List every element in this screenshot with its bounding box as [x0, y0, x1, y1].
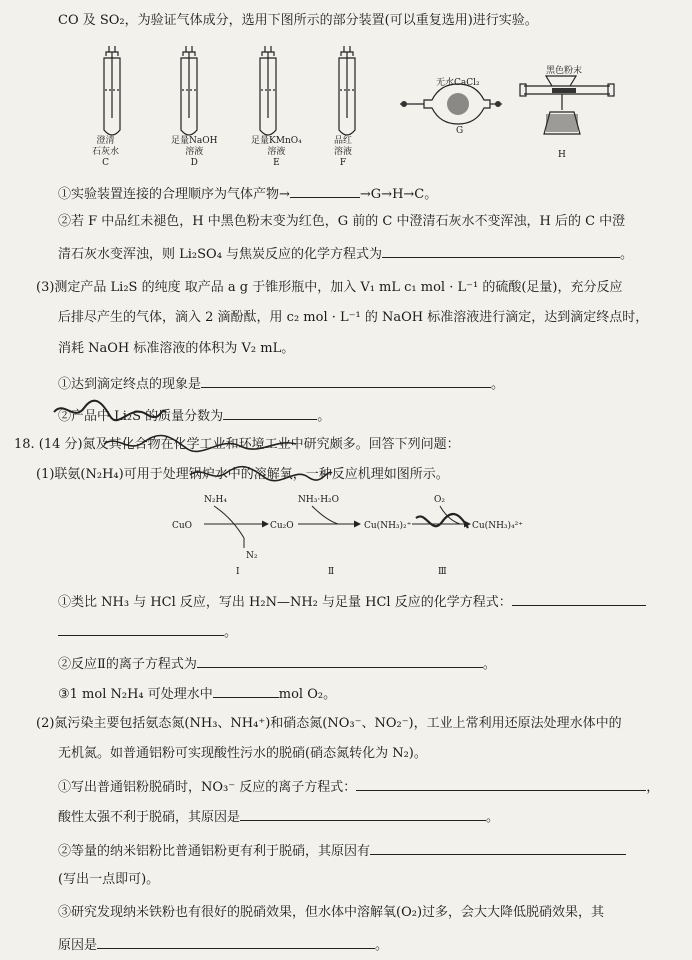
- q1-answer-blank[interactable]: [290, 183, 360, 198]
- q3-fraction-line: ②产品中 Li₂S 的质量分数为 。: [58, 405, 330, 426]
- mechanism-scribble: [416, 514, 468, 528]
- q3-line-1: (3)测定产品 Li₂S 的纯度 取产品 a g 于锥形瓶中，加入 V₁ mL c₁ mol · L⁻¹ 的硫酸(足量)，充分反应: [36, 280, 623, 295]
- label-g: G: [456, 126, 464, 136]
- q3-endpoint-blank[interactable]: [201, 373, 491, 388]
- wash-bottle-d: [181, 46, 197, 135]
- q18-1b-line: ②反应Ⅱ的离子方程式为 。: [58, 653, 496, 674]
- q18-1a-line-2: 。: [58, 621, 237, 642]
- label-c: 澄清 石灰水 C: [92, 136, 120, 168]
- mech-step-2: Ⅱ: [328, 567, 335, 577]
- mech-nh3h2o: NH₃·H₂O: [298, 495, 340, 505]
- q18-2d-line-2: 原因是 。: [58, 934, 388, 955]
- mech-o2: O₂: [434, 495, 445, 505]
- q18-1a-blank-1[interactable]: [512, 591, 646, 606]
- q2-line-2: 清石灰水变浑浊，则 Li₂SO₄ 与焦炭反应的化学方程式为 。: [58, 243, 633, 264]
- mech-step-1: Ⅰ: [236, 567, 240, 577]
- q18-part1-intro: (1)联氨(N₂H₄)可用于处理锅炉水中的溶解氧，一种反应机理如图所示。: [36, 467, 449, 482]
- wash-bottle-e: [260, 46, 276, 135]
- q18-2d-blank[interactable]: [97, 934, 375, 949]
- wash-bottle-f: [339, 46, 355, 135]
- q18-2c-blank[interactable]: [370, 840, 626, 855]
- handwritten-scribble-1: [50, 398, 170, 424]
- q3-fraction-blank[interactable]: [223, 405, 317, 420]
- label-h-reagent: 黑色粉末: [546, 66, 583, 76]
- label-g-reagent: 无水CaCl₂: [436, 78, 480, 88]
- q18-heading: 18. (14 分)氮及其化合物在化学工业和环境工业中研究颇多。回答下列问题：: [14, 437, 460, 452]
- q3-endpoint-line: ①达到滴定终点的现象是 。: [58, 373, 504, 394]
- q3-line-3: 消耗 NaOH 标准溶液的体积为 V₂ mL。: [58, 341, 295, 356]
- q18-1a-blank-2[interactable]: [58, 621, 224, 636]
- label-f: 品红 溶液 F: [334, 136, 353, 168]
- mech-cunh3: Cu(NH₃)₂⁺: [364, 521, 412, 531]
- q18-2-line-1: (2)氮污染主要包括氨态氮(NH₃、NH₄⁺)和硝态氮(NO₃⁻、NO₂⁻)，工业上常利用还原法处理水体中的: [36, 716, 622, 731]
- mech-cunh3-4: Cu(NH₃)₄²⁺: [472, 521, 524, 531]
- mech-cu2o: Cu₂O: [270, 521, 294, 531]
- q18-2a-blank[interactable]: [356, 776, 646, 791]
- label-d: 足量NaOH 溶液 D: [171, 136, 218, 168]
- q18-2d-line: ③研究发现纳米铁粉也有很好的脱硝效果，但水体中溶解氧(O₂)过多，会大大降低脱硝效果，其: [58, 905, 605, 920]
- q18-2b-line: 酸性太强不利于脱硝，其原因是 。: [58, 806, 499, 827]
- mech-n2: N₂: [246, 551, 258, 561]
- mech-n2h4: N₂H₄: [204, 495, 227, 505]
- q18-2a-line: ①写出普通铝粉脱硝时，NO₃⁻ 反应的离子方程式： ，: [58, 776, 659, 797]
- q18-2c-line-2: (写出一点即可)。: [58, 872, 160, 887]
- q18-2c-line: ②等量的纳米铝粉比普通铝粉更有利于脱硝，其原因有: [58, 840, 626, 861]
- q18-1b-blank[interactable]: [197, 653, 483, 668]
- wash-bottle-c: [104, 46, 120, 135]
- q18-2-line-2: 无机氮。如普通铝粉可实现酸性污水的脱硝(硝态氮转化为 N₂)。: [58, 746, 427, 761]
- q18-1c-blank[interactable]: [213, 683, 279, 698]
- label-e: 足量KMnO₄ 溶液 E: [251, 136, 302, 168]
- mech-cuo: CuO: [172, 521, 193, 531]
- q18-1a-line: ①类比 NH₃ 与 HCl 反应，写出 H₂N—NH₂ 与足量 HCl 反应的化学方程式：: [58, 591, 646, 612]
- mech-step-3: Ⅲ: [438, 567, 447, 577]
- mechanism-diagram: [170, 488, 530, 578]
- intro-line: CO 及 SO₂，为验证气体成分，选用下图所示的部分装置(可以重复选用)进行实验。: [58, 13, 538, 28]
- handwritten-scribble-3: [186, 463, 336, 485]
- q2-line-1: ②若 F 中品红未褪色，H 中黑色粉末变为红色，G 前的 C 中澄清石灰水不变浑浊，H 后的 C 中澄: [58, 214, 626, 229]
- q3-line-2: 后排尽产生的气体，滴入 2 滴酚酞，用 c₂ mol · L⁻¹ 的 NaOH 标准溶液进行滴定，达到滴定终点时，: [58, 310, 649, 325]
- label-h: H: [558, 150, 566, 160]
- q18-1c-line: ③1 mol N₂H₄ 可处理水中 mol O₂。: [58, 683, 336, 704]
- q18-2b-blank[interactable]: [240, 806, 486, 821]
- q1-line: ①实验装置连接的合理顺序为气体产物→ →G→H→C。: [58, 183, 437, 204]
- q2-answer-blank[interactable]: [382, 243, 620, 258]
- handwritten-scribble-2: [100, 432, 300, 456]
